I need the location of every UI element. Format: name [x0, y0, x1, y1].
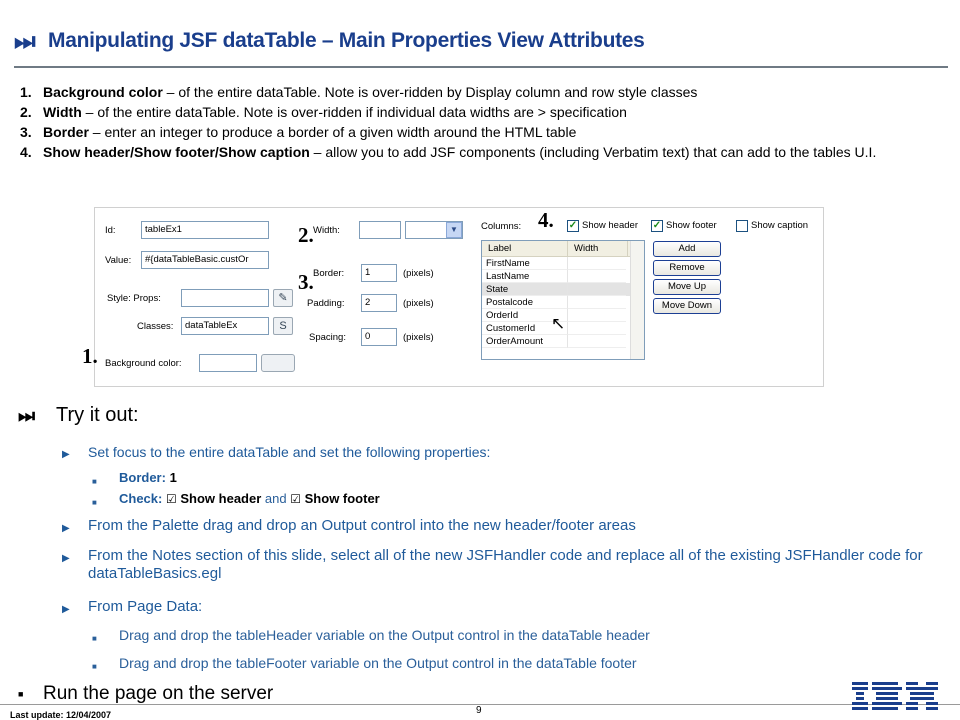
square-bullet-icon: ■ — [92, 477, 97, 486]
check-show-header: Show header — [180, 491, 262, 506]
sub-step-text: Drag and drop the tableFooter variable on the Output control in the dataTable footer — [119, 655, 637, 671]
border-value: 1 — [169, 470, 177, 485]
grid-cell — [568, 309, 626, 322]
step-notes — [62, 547, 942, 583]
grid-cell: OrderId — [482, 309, 568, 322]
step-text: From the Notes section of this slide, select all of the new JSFHandler code and replace all of the existing JSFHandler code for dataTableBasics.egl — [88, 547, 923, 582]
callout-1: 1. — [82, 344, 98, 368]
grid-cell — [568, 322, 626, 335]
classes-field[interactable]: dataTableEx — [181, 317, 269, 335]
item-number: 1. — [20, 84, 32, 100]
step-text: Set focus to the entire dataTable and set the following properties: — [88, 444, 491, 460]
square-bullet-icon: ■ — [92, 498, 97, 507]
table-row[interactable] — [482, 296, 644, 309]
move-down-button[interactable]: Move Down — [653, 298, 721, 314]
item-description: – enter an integer to produce a border of a given width around the HTML table — [88, 124, 577, 140]
background-color-field[interactable] — [199, 354, 257, 372]
page-number: 9 — [476, 705, 482, 716]
item-term: Width — [43, 104, 82, 120]
show-footer-checkbox[interactable]: ✓ — [652, 220, 662, 231]
background-color-label: Background color: — [105, 358, 182, 369]
grid-cell: LastName — [482, 270, 568, 283]
step-set-focus — [62, 443, 490, 464]
step-text: From the Palette drag and drop an Output control into the new header/footer areas — [88, 517, 636, 534]
grid-cell — [568, 257, 626, 270]
step-page-data — [62, 598, 202, 619]
list-item — [20, 144, 945, 161]
ibm-logo — [850, 678, 942, 716]
list-item — [20, 84, 945, 101]
classes-label: Classes: — [137, 321, 174, 332]
item-number: 4. — [20, 144, 32, 160]
sub-step-header — [92, 627, 650, 647]
color-picker-button[interactable] — [261, 354, 295, 372]
list-item — [20, 104, 945, 121]
padding-pixels-label: (pixels) — [403, 298, 434, 309]
fast-forward-end-icon: ⏭ — [18, 404, 36, 427]
item-text — [43, 124, 576, 141]
title-divider — [14, 66, 948, 68]
grid-cell: CustomerId — [482, 322, 568, 335]
show-header-label: Show header — [582, 220, 638, 231]
value-field[interactable]: #{dataTableBasic.custOr — [141, 251, 269, 269]
item-text — [43, 84, 697, 101]
try-it-out-heading — [18, 404, 139, 427]
grid-cell — [568, 335, 626, 348]
triangle-right-icon: ▶ — [62, 553, 70, 564]
sub-step-text — [119, 491, 380, 511]
border-label: Border: — [313, 268, 345, 279]
move-up-button[interactable]: Move Up — [653, 279, 721, 295]
triangle-right-icon: ▶ — [62, 449, 70, 460]
show-caption-label: Show caption — [751, 220, 809, 231]
columns-label: Columns: — [481, 221, 522, 232]
table-row-selected[interactable] — [482, 283, 644, 296]
grid-cell — [568, 270, 626, 283]
spacing-field[interactable]: 0 — [361, 328, 397, 346]
checkbox-checked-icon: ☑ — [290, 492, 302, 506]
mouse-cursor-icon: ↖ — [551, 314, 566, 333]
sub-step-text: Drag and drop the tableHeader variable on the Output control in the dataTable header — [119, 627, 650, 643]
grid-cell: State — [482, 283, 568, 296]
step-text: From Page Data: — [88, 598, 203, 615]
sub-step-text — [119, 470, 177, 490]
callout-3: 3. — [298, 270, 314, 294]
last-update: Last update: 12/04/2007 — [10, 710, 112, 720]
item-term: Show header/Show footer/Show caption — [43, 144, 310, 160]
list-item — [20, 124, 945, 141]
style-props-field[interactable] — [181, 289, 269, 307]
border-pixels-label: (pixels) — [403, 268, 434, 279]
grid-header-width[interactable]: Width — [568, 241, 628, 256]
grid-header-label[interactable]: Label — [482, 241, 568, 256]
callout-4: 4. — [538, 208, 554, 232]
item-description: – of the entire dataTable. Note is over-ridden if individual data widths are > specification — [81, 104, 627, 120]
show-header-checkbox[interactable]: ✓ — [568, 220, 578, 231]
fast-forward-end-icon: ⏭ — [14, 27, 36, 55]
check-show-footer: Show footer — [304, 491, 380, 506]
grid-header — [482, 241, 644, 257]
show-footer-label: Show footer — [666, 220, 717, 231]
table-row[interactable] — [482, 335, 644, 348]
square-bullet-icon: ■ — [18, 689, 24, 699]
item-text — [43, 144, 876, 161]
item-term: Background color — [43, 84, 163, 100]
padding-field[interactable]: 2 — [361, 294, 397, 312]
sub-step-border — [92, 470, 177, 490]
columns-grid[interactable] — [481, 240, 645, 360]
callout-2: 2. — [298, 223, 314, 247]
border-field[interactable]: 1 — [361, 264, 397, 282]
item-number: 3. — [20, 124, 32, 140]
grid-cell — [568, 296, 626, 309]
check-key: Check: — [119, 491, 163, 506]
grid-cell: FirstName — [482, 257, 568, 270]
step-palette — [62, 517, 636, 538]
add-button[interactable]: Add — [653, 241, 721, 257]
checkbox-checked-icon: ☑ — [165, 492, 177, 506]
classes-picker-icon[interactable]: S — [273, 317, 293, 335]
style-picker-icon[interactable]: ✎ — [273, 289, 293, 307]
spacing-pixels-label: (pixels) — [403, 332, 434, 343]
item-number: 2. — [20, 104, 32, 120]
item-description: – of the entire dataTable. Note is over-ridden by Display column and row style classes — [162, 84, 698, 100]
id-field[interactable]: tableEx1 — [141, 221, 269, 239]
value-label: Value: — [105, 255, 132, 266]
check-and: and — [264, 491, 287, 506]
triangle-right-icon: ▶ — [62, 604, 70, 615]
grid-cell: OrderAmount — [482, 335, 568, 348]
table-row[interactable] — [482, 270, 644, 283]
remove-button[interactable]: Remove — [653, 260, 721, 276]
try-heading-text: Try it out: — [56, 404, 139, 426]
item-text — [43, 104, 627, 121]
id-label: Id: — [105, 225, 116, 236]
slide-title: Manipulating JSF dataTable – Main Properties View Attributes — [48, 29, 645, 52]
grid-cell — [568, 283, 626, 296]
slide-title-row — [14, 24, 645, 58]
sub-step-footer — [92, 655, 637, 675]
table-row[interactable] — [482, 257, 644, 270]
spacing-label: Spacing: — [309, 332, 346, 343]
grid-cell: Postalcode — [482, 296, 568, 309]
item-term: Border — [43, 124, 89, 140]
border-key: Border: — [119, 470, 166, 485]
sub-step-check — [92, 491, 380, 511]
chevron-down-icon[interactable]: ▼ — [446, 222, 462, 238]
width-label: Width: — [313, 225, 340, 236]
square-bullet-icon: ■ — [92, 662, 97, 671]
show-caption-checkbox[interactable] — [736, 220, 748, 232]
triangle-right-icon: ▶ — [62, 523, 70, 534]
grid-scrollbar[interactable] — [630, 241, 644, 359]
width-field[interactable] — [359, 221, 401, 239]
style-props-label: Style: Props: — [107, 293, 161, 304]
padding-label: Padding: — [307, 298, 345, 309]
properties-view-screenshot — [94, 207, 824, 387]
item-description: – allow you to add JSF components (including Verbatim text) that can add to the tables U.I. — [309, 144, 877, 160]
square-bullet-icon: ■ — [92, 634, 97, 643]
run-on-server-step — [18, 683, 273, 705]
run-text: Run the page on the server — [43, 683, 274, 704]
attribute-list — [20, 84, 945, 164]
